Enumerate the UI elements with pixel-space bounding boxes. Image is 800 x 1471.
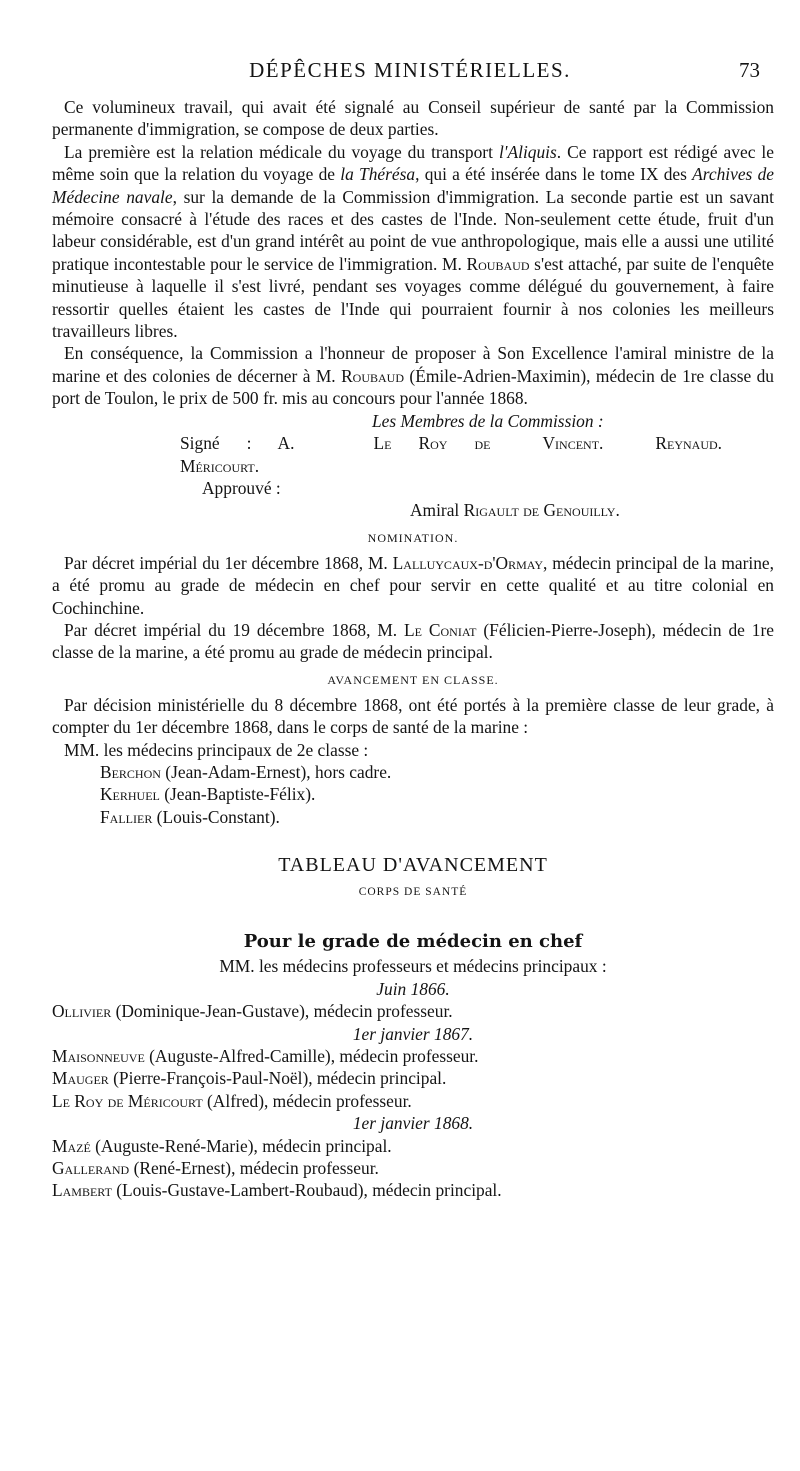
text-run: , médecin principal de la marine, a été promu au grade de médecin en chef pour servir en cette qualité et au titre colonial en Cochinchine.: [52, 552, 774, 618]
avancement-list: [52, 761, 774, 828]
person-name: Berchon: [100, 761, 161, 782]
person-name: Kerhuel: [100, 784, 160, 805]
grade-heading: Pour le grade de médecin en chef: [243, 931, 583, 952]
section-heading-nomination: NOMINATION.: [367, 530, 459, 545]
section-heading-avancement: AVANCEMENT EN CLASSE.: [327, 672, 499, 687]
list-item: [52, 1157, 774, 1179]
tableau-subtitle: CORPS DE SANTÉ: [358, 885, 468, 898]
text-run: , sur la demande de la Commission d'immigration. La seconde partie est un savant mémoire consacré à l'étude des races et des castes de l'Inde. Non-seulement cette étude, fruit d'un labeur considérable, est d'un grand intérêt au point de vue anthropologique, mais elle a aussi une utilité pratique incontestable pour le service de l'immigration. M.: [52, 186, 774, 274]
person-name: Maisonneuve: [52, 1046, 145, 1067]
approval-signatory: [52, 499, 774, 521]
text-run: Par décret impérial du 1er décembre 1868, M.: [64, 552, 393, 573]
person-name: Roubaud: [341, 365, 404, 386]
page-header: [60, 58, 760, 98]
list-item: [52, 783, 774, 805]
date-heading: 1er janvier 1867.: [352, 1023, 474, 1044]
journal-title: Archives de Médecine navale: [52, 164, 774, 207]
page-number: 73: [739, 58, 760, 82]
text-run: (Dominique-Jean-Gustave), médecin professeur.: [111, 1001, 453, 1022]
ship-name: la Thérésa: [340, 164, 416, 185]
signatory-name: Reynaud.: [655, 433, 722, 454]
list-item: [52, 1179, 774, 1201]
person-name: Fallier: [100, 806, 153, 827]
text-run: , qui a été insérée dans le tome IX des: [415, 164, 693, 185]
list-item: [52, 1045, 774, 1067]
text-run: (Louis-Gustave-Lambert-Roubaud), médecin principal.: [111, 1180, 502, 1201]
running-title: DÉPÊCHES MINISTÉRIELLES.: [249, 58, 571, 82]
list-item: [52, 1135, 774, 1157]
signatory-name: Rigault de Genouilly.: [463, 500, 620, 521]
approval-label: Approuvé :: [202, 477, 281, 498]
list-item: [52, 1090, 774, 1112]
list-item: [52, 1067, 774, 1089]
intro-paragraph-2: [52, 141, 774, 343]
avancement-paragraph: Par décision ministérielle du 8 décembre 1868, ont été portés à la première classe de leur grade, à compter du 1er décembre 1868, dans le corps de santé de la marine :: [52, 694, 774, 738]
signatory-name: Le Roy de Méricourt.: [180, 433, 491, 476]
person-name: Gallerand: [52, 1158, 130, 1179]
text-run: . Ce rapport est rédigé avec le même soin que la relation du voyage de: [52, 141, 774, 185]
date-heading: 1er janvier 1868.: [352, 1113, 474, 1134]
signatory-name: Vincent.: [542, 433, 604, 454]
text-run: (Auguste-Alfred-Camille), médecin professeur.: [144, 1046, 479, 1067]
text-run: (Émile-Adrien-Maximin), médecin de 1re classe du port de Toulon, le prix de 500 fr. mis au concours pour l'année 1868.: [52, 365, 775, 409]
list-item: [52, 1000, 774, 1022]
text-run: (Jean-Baptiste-Félix).: [159, 784, 316, 805]
text-run: s'est attaché, par suite de l'enquête minutieuse à laquelle il s'est livré, pendant ses voyages comme délégué du gouvernement, à faire ressortir quelles étaient les castes de l'Inde qui pourraient fournir à nos colonies les meilleurs travailleurs libres.: [52, 253, 775, 342]
tableau-intro: MM. les médecins professeurs et médecins principaux :: [219, 956, 607, 977]
text-run: Amiral: [410, 500, 460, 521]
signature-signe: [180, 432, 490, 477]
text-run: (Auguste-René-Marie), médecin principal.: [90, 1135, 392, 1156]
date-heading: Juin 1866.: [376, 978, 450, 999]
text-run: En conséquence, la Commission a l'honneur de proposer à Son Excellence l'amiral ministre de la marine et des colonies de décerner à M.: [52, 343, 774, 386]
signature-line: [52, 432, 774, 477]
nomination-paragraph-1: [52, 552, 774, 619]
person-name: Le Coniat: [404, 619, 477, 640]
text-run: Par décret impérial du 19 décembre 1868, M.: [64, 619, 405, 640]
text-run: Signé : A.: [180, 433, 295, 454]
person-name: Roubaud: [466, 253, 530, 274]
page-body: [52, 96, 774, 1202]
text-run: (Louis-Constant).: [152, 806, 280, 827]
list-item: [52, 806, 774, 828]
nomination-paragraph-2: [52, 619, 774, 664]
text-run: (Alfred), médecin professeur.: [202, 1090, 412, 1111]
text-run: (Félicien-Pierre-Joseph), médecin de 1re classe de la marine, a été promu au grade de médecin principal.: [52, 619, 774, 663]
avancement-list-intro: MM. les médecins principaux de 2e classe :: [64, 739, 369, 760]
text-run: La première est la relation médicale du voyage du transport: [64, 141, 499, 162]
tableau-title: TABLEAU D'AVANCEMENT: [278, 854, 548, 877]
list-item: [52, 761, 774, 783]
text-run: (Pierre-François-Paul-Noël), médecin principal.: [108, 1068, 447, 1089]
person-name: Le Roy de Méricourt: [52, 1090, 203, 1111]
person-name: Ollivier: [52, 1001, 112, 1022]
text-run: (Jean-Adam-Ernest), hors cadre.: [160, 761, 392, 782]
intro-paragraph-3: [52, 342, 774, 409]
person-name: Mauger: [52, 1068, 109, 1089]
ship-name: l'Aliquis: [498, 141, 557, 162]
person-name: Lalluycaux-d'Ormay: [392, 552, 543, 573]
person-name: Mazé: [52, 1135, 91, 1156]
signature-heading: Les Membres de la Commission :: [372, 410, 604, 431]
person-name: Lambert: [52, 1180, 112, 1201]
text-run: (René-Ernest), médecin professeur.: [129, 1158, 379, 1179]
intro-paragraph-1: Ce volumineux travail, qui avait été signalé au Conseil supérieur de santé par la Commission permanente d'immigration, se compose de deux parties.: [52, 97, 774, 140]
